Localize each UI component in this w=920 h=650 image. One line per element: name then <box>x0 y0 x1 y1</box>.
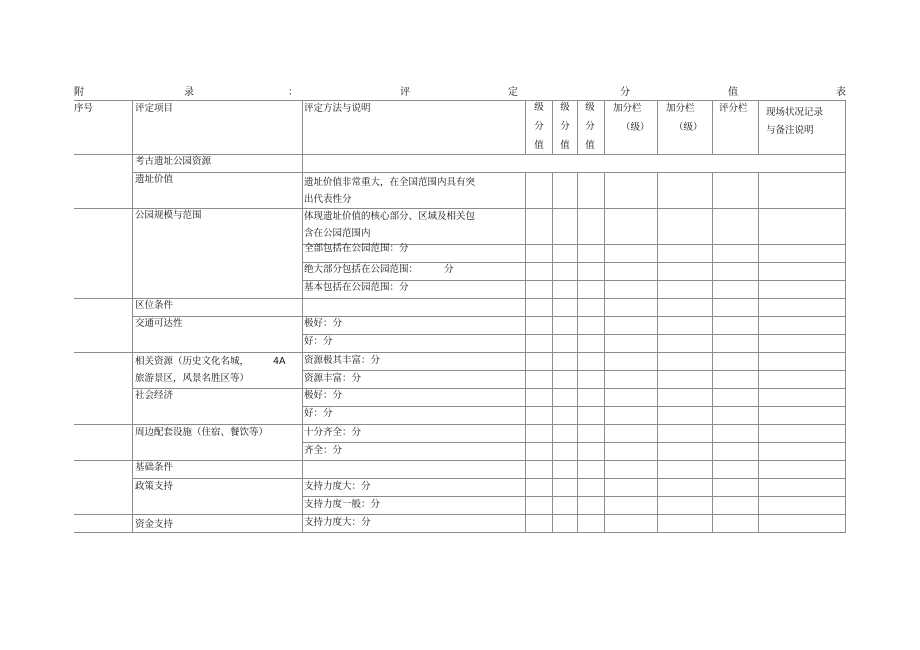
header-item: 评定项目 <box>135 103 174 114</box>
method-text: 遗址价值非常重大，在全国范围内具有突 <box>304 177 476 188</box>
method-text: 资源丰富：分 <box>304 373 362 384</box>
item-related-resources-cont: 旅游景区，风景名胜区等） <box>135 373 250 384</box>
item-policy-support: 政策支持 <box>135 481 174 492</box>
title-char: 分 <box>620 87 630 98</box>
item-park-scale: 公园规模与范围 <box>135 210 202 221</box>
method-text: 十分齐全：分 <box>304 427 362 438</box>
appendix-title <box>74 86 846 100</box>
header-method: 评定方法与说明 <box>304 103 371 114</box>
method-text: 极好：分 <box>304 390 343 401</box>
method-text: 全部包括在公园范围：分 <box>304 243 409 254</box>
title-char: 定 <box>508 87 518 98</box>
item-accessibility: 交通可达性 <box>135 318 183 329</box>
method-text: 资源极其丰富：分 <box>304 355 381 366</box>
method-text: 出代表性分 <box>304 194 352 205</box>
method-text: 支持力度一般：分 <box>304 499 381 510</box>
method-text: 分 <box>444 264 454 275</box>
item-supporting-facilities: 周边配套设施（住宿、餐饮等） <box>135 427 269 438</box>
item-location: 区位条件 <box>135 300 174 311</box>
title-char: 附 <box>74 87 84 98</box>
header-bonus-2: 加分栏 <box>666 103 695 114</box>
header-level-3: 级 分 值 <box>585 102 595 151</box>
method-text: 好：分 <box>304 336 333 347</box>
item-funding-support: 资金支持 <box>135 519 174 530</box>
title-char: 评 <box>400 87 410 98</box>
header-bonus-2-sub: （级） <box>674 122 703 133</box>
title-char: ： <box>288 87 298 98</box>
method-text: 极好：分 <box>304 318 343 329</box>
header-seq: 序号 <box>74 103 94 114</box>
method-text: 支持力度大：分 <box>304 481 371 492</box>
method-text: 体现遗址价值的核心部分、区域及相关包 <box>304 211 476 222</box>
header-bonus-1-sub: （级） <box>621 122 650 133</box>
method-text: 含在公园范围内 <box>304 228 371 239</box>
method-text: 好：分 <box>304 408 333 419</box>
item-socio-economy: 社会经济 <box>135 390 174 401</box>
header-level-1: 级 分 值 <box>534 102 544 151</box>
item-related-resources: 相关资源（历史文化名城， <box>135 356 250 367</box>
title-char: 值 <box>728 87 738 98</box>
item-site-value: 遗址价值 <box>135 174 174 185</box>
title-char: 表 <box>836 87 846 98</box>
header-score: 评分栏 <box>719 103 748 114</box>
item-basic-conditions: 基础条件 <box>135 462 174 473</box>
title-char: 录 <box>184 87 194 98</box>
item-archaeological-resources: 考古遗址公园资源 <box>135 156 212 167</box>
method-text: 齐全：分 <box>304 445 343 456</box>
method-text: 基本包括在公园范围：分 <box>304 282 409 293</box>
item-related-resources-4a: 4A <box>273 356 286 367</box>
method-text: 绝大部分包括在公园范围： <box>304 264 419 275</box>
header-notes-line1: 现场状况记录 <box>766 107 824 118</box>
method-text: 支持力度大：分 <box>304 517 371 528</box>
header-level-2: 级 分 值 <box>560 102 570 151</box>
header-bonus-1: 加分栏 <box>613 103 642 114</box>
header-notes-line2: 与备注说明 <box>766 125 814 136</box>
